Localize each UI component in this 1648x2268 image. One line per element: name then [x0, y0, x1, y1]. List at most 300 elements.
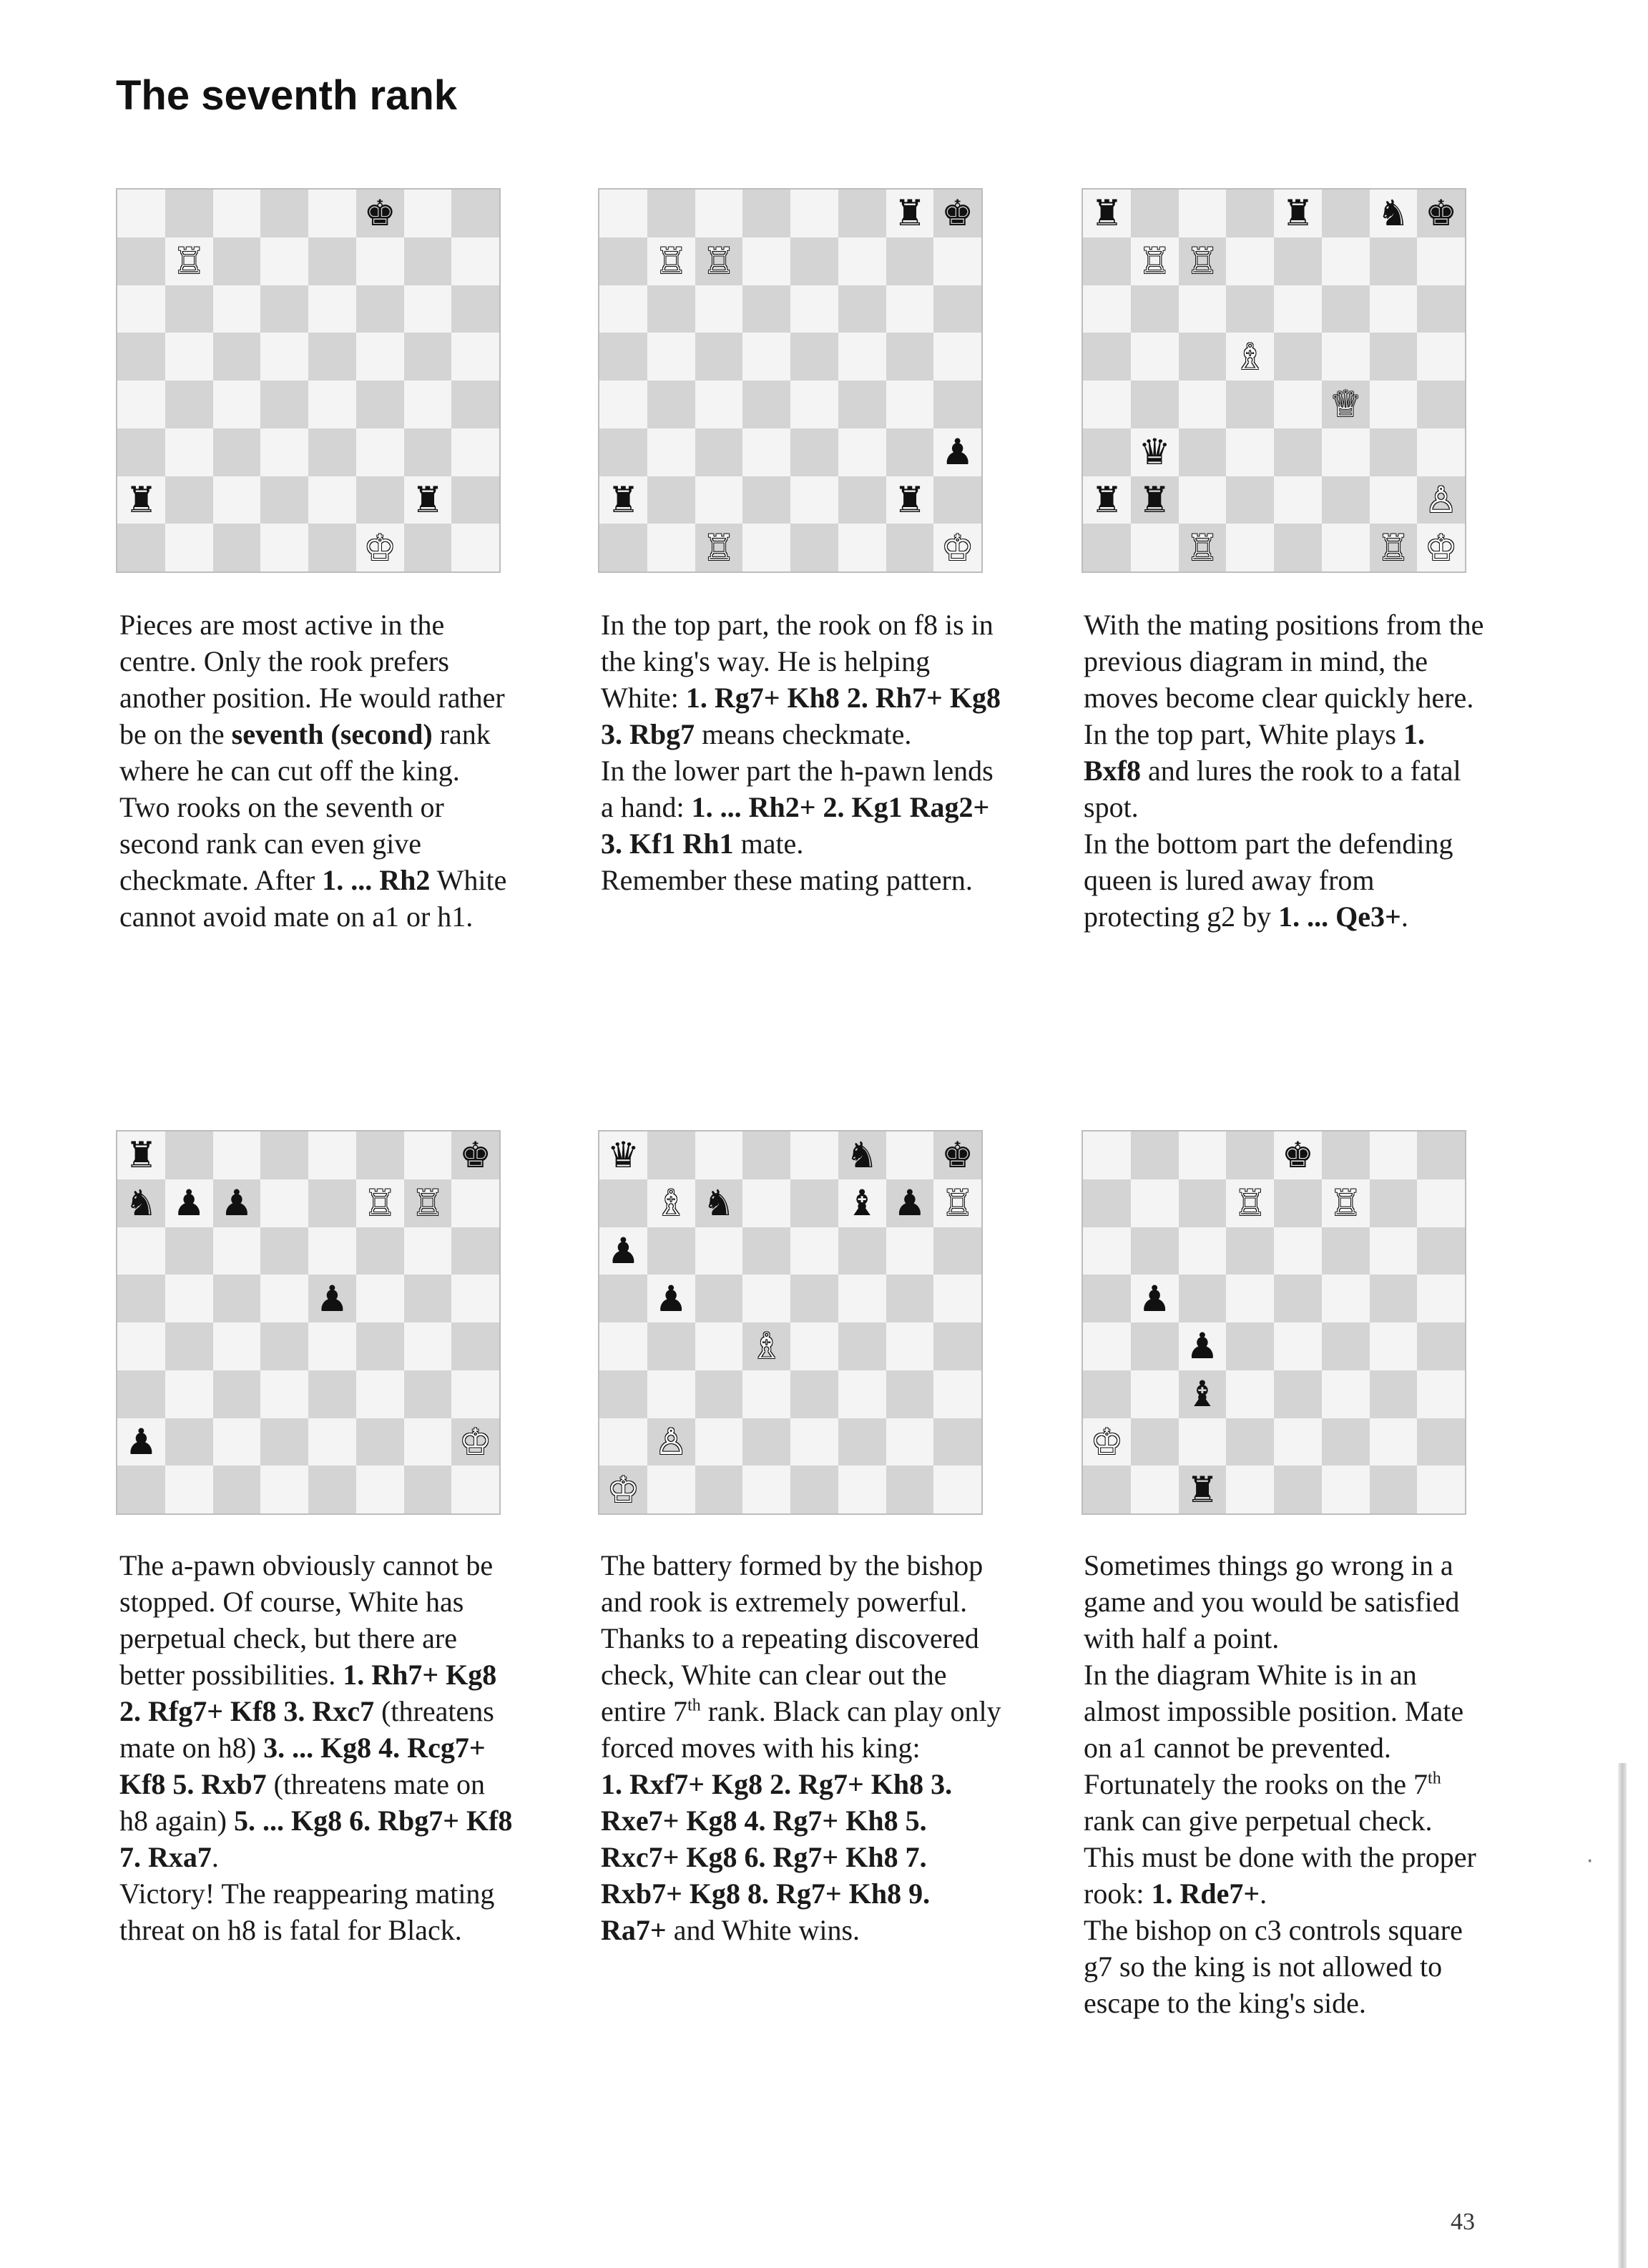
square-g2	[404, 1418, 452, 1466]
square-d7	[260, 237, 308, 285]
square-a7	[1083, 237, 1131, 285]
square-a8	[117, 190, 165, 237]
square-a3	[117, 428, 165, 476]
square-h8	[451, 1131, 499, 1179]
square-c4	[695, 381, 743, 428]
square-b7	[647, 1179, 695, 1227]
square-c7	[1179, 1179, 1227, 1227]
square-f7	[1322, 1179, 1370, 1227]
square-d6	[742, 285, 790, 333]
square-g2	[886, 476, 934, 524]
square-d7	[260, 1179, 308, 1227]
caption-5: The battery formed by the bishop and rook is extremely powerful. Thanks to a repeating discovered check, White can clear out the entire 7th rank. Black can play only forced moves with his king: 1. Rxf7+ Kg8 2. Rg7+ Kh8 3. Rxe7+ Kg8 4. Rg7+ Kh8 5. Rxc7+ Kg8 6. Rg7+ Kh8 7. Rxb7+ Kg8 8. Rg7+ Kh8 9. Ra7+ and White wins.	[601, 1549, 1001, 1946]
square-c8	[213, 190, 261, 237]
square-g5	[886, 333, 934, 381]
square-c6	[213, 1227, 261, 1275]
white-rook-icon: ♖	[941, 1182, 974, 1224]
square-f1	[356, 524, 404, 571]
square-a1	[1083, 524, 1131, 571]
square-c3	[1179, 428, 1227, 476]
square-d5	[742, 333, 790, 381]
square-g7	[886, 237, 934, 285]
square-c8	[1179, 190, 1227, 237]
black-pawn-icon: ♟	[941, 431, 974, 473]
square-c1	[695, 524, 743, 571]
square-d5	[1226, 333, 1274, 381]
square-e7	[308, 1179, 356, 1227]
square-g6	[1370, 1227, 1418, 1275]
square-f5	[1322, 333, 1370, 381]
square-d4	[742, 1322, 790, 1370]
square-e7	[790, 1179, 838, 1227]
square-b7	[165, 237, 213, 285]
square-a1	[117, 1466, 165, 1513]
square-a8	[1083, 1131, 1131, 1179]
square-f2	[356, 476, 404, 524]
square-e8	[308, 190, 356, 237]
square-c5	[695, 333, 743, 381]
chess-diagram-4	[116, 1130, 501, 1515]
square-a6	[599, 285, 647, 333]
square-d2	[742, 1418, 790, 1466]
black-knight-icon: ♞	[124, 1182, 157, 1224]
square-a2	[1083, 1418, 1131, 1466]
white-rook-icon: ♖	[411, 1182, 444, 1224]
square-a5	[599, 333, 647, 381]
square-g3	[404, 1370, 452, 1418]
square-g2	[1370, 1418, 1418, 1466]
square-h6	[451, 285, 499, 333]
black-pawn-icon: ♟	[315, 1277, 348, 1320]
square-f8	[838, 190, 886, 237]
square-e1	[1274, 524, 1322, 571]
square-e4	[1274, 1322, 1322, 1370]
square-f3	[356, 1370, 404, 1418]
black-rook-icon: ♜	[124, 478, 157, 521]
white-king-icon: ♔	[941, 526, 974, 569]
square-c5	[1179, 333, 1227, 381]
square-a3	[1083, 428, 1131, 476]
square-h5	[933, 333, 981, 381]
square-g1	[1370, 524, 1418, 571]
square-f5	[356, 333, 404, 381]
white-rook-icon: ♖	[702, 240, 735, 283]
scan-speck: ·	[1586, 1849, 1594, 1874]
square-g7	[1370, 237, 1418, 285]
square-d8	[1226, 190, 1274, 237]
square-f8	[356, 1131, 404, 1179]
square-a5	[1083, 333, 1131, 381]
square-f8	[1322, 1131, 1370, 1179]
square-c7	[213, 1179, 261, 1227]
black-king-icon: ♚	[941, 1134, 974, 1177]
square-b4	[1131, 1322, 1179, 1370]
square-f3	[838, 428, 886, 476]
square-d5	[1226, 1275, 1274, 1322]
chess-diagram-5	[598, 1130, 983, 1515]
square-c4	[1179, 1322, 1227, 1370]
square-b5	[647, 333, 695, 381]
white-rook-icon: ♖	[363, 1182, 396, 1224]
square-g4	[886, 1322, 934, 1370]
square-e6	[1274, 1227, 1322, 1275]
square-e6	[308, 285, 356, 333]
square-g4	[404, 381, 452, 428]
square-h2	[1417, 1418, 1465, 1466]
square-a2	[599, 1418, 647, 1466]
square-c8	[695, 190, 743, 237]
square-d3	[1226, 1370, 1274, 1418]
square-a5	[117, 1275, 165, 1322]
square-b7	[1131, 237, 1179, 285]
square-g7	[404, 237, 452, 285]
square-c3	[213, 428, 261, 476]
square-c4	[695, 1322, 743, 1370]
black-pawn-icon: ♟	[1186, 1325, 1219, 1368]
square-d4	[260, 381, 308, 428]
square-e8	[1274, 1131, 1322, 1179]
page-title: The seventh rank	[116, 72, 458, 119]
square-a4	[1083, 381, 1131, 428]
black-king-icon: ♚	[363, 192, 396, 235]
square-a6	[599, 1227, 647, 1275]
square-g8	[404, 1131, 452, 1179]
square-a3	[1083, 1370, 1131, 1418]
square-a4	[117, 381, 165, 428]
square-a8	[599, 1131, 647, 1179]
square-b1	[1131, 524, 1179, 571]
square-h5	[451, 333, 499, 381]
square-f4	[356, 1322, 404, 1370]
square-c4	[213, 381, 261, 428]
square-d4	[742, 381, 790, 428]
square-b6	[1131, 1227, 1179, 1275]
black-pawn-icon: ♟	[893, 1182, 926, 1224]
square-d7	[1226, 237, 1274, 285]
square-h6	[1417, 1227, 1465, 1275]
square-c3	[695, 428, 743, 476]
square-f7	[838, 1179, 886, 1227]
square-e6	[308, 1227, 356, 1275]
square-d2	[260, 1418, 308, 1466]
square-e2	[308, 1418, 356, 1466]
white-rook-icon: ♖	[172, 240, 205, 283]
square-a2	[599, 476, 647, 524]
square-h2	[451, 476, 499, 524]
square-h4	[1417, 1322, 1465, 1370]
square-a8	[117, 1131, 165, 1179]
white-bishop-icon: ♗	[654, 1182, 687, 1224]
square-f6	[356, 1227, 404, 1275]
square-e5	[1274, 333, 1322, 381]
square-c6	[695, 1227, 743, 1275]
square-d8	[260, 190, 308, 237]
square-h6	[1417, 285, 1465, 333]
square-f2	[1322, 1418, 1370, 1466]
square-d8	[260, 1131, 308, 1179]
black-knight-icon: ♞	[845, 1134, 878, 1177]
square-d7	[742, 237, 790, 285]
black-rook-icon: ♜	[1090, 478, 1123, 521]
square-d3	[260, 428, 308, 476]
square-c1	[1179, 524, 1227, 571]
square-b3	[165, 1370, 213, 1418]
square-b8	[647, 190, 695, 237]
square-a5	[1083, 1275, 1131, 1322]
square-h4	[451, 381, 499, 428]
square-b6	[1131, 285, 1179, 333]
square-a6	[117, 285, 165, 333]
square-h5	[1417, 333, 1465, 381]
square-b1	[647, 1466, 695, 1513]
square-e6	[790, 285, 838, 333]
square-d1	[1226, 1466, 1274, 1513]
square-h4	[933, 1322, 981, 1370]
chess-diagram-3	[1082, 188, 1466, 573]
square-b5	[165, 333, 213, 381]
square-a8	[599, 190, 647, 237]
square-f1	[1322, 1466, 1370, 1513]
square-g7	[886, 1179, 934, 1227]
square-f1	[838, 524, 886, 571]
square-f1	[1322, 524, 1370, 571]
square-f6	[1322, 1227, 1370, 1275]
white-king-icon: ♔	[363, 526, 396, 569]
square-c2	[213, 1418, 261, 1466]
square-a6	[1083, 1227, 1131, 1275]
square-d4	[260, 1322, 308, 1370]
square-h1	[1417, 524, 1465, 571]
square-e3	[1274, 1370, 1322, 1418]
square-a7	[1083, 1179, 1131, 1227]
square-a4	[599, 1322, 647, 1370]
square-f7	[838, 237, 886, 285]
caption-4: The a-pawn obviously cannot be stopped. Of course, White has perpetual check, but there are better possibilities. 1. Rh7+ Kg8 2. Rfg7+ Kf8 3. Rxc7 (threatens mate on h8) 3. ... Kg8 4. Rcg7+ Kf8 5. Rxb7 (threatens mate on h8 again) 5. ... Kg8 6. Rbg7+ Kf8 7. Rxa7. Victory! The reappearing mating threat on h8 is fatal for Black.	[119, 1549, 513, 1946]
black-pawn-icon: ♟	[124, 1420, 157, 1463]
square-h6	[933, 1227, 981, 1275]
square-h3	[1417, 428, 1465, 476]
square-h5	[933, 1275, 981, 1322]
white-king-icon: ♔	[1090, 1420, 1123, 1463]
square-g3	[404, 428, 452, 476]
square-f2	[356, 1418, 404, 1466]
black-bishop-icon: ♝	[845, 1182, 878, 1224]
black-rook-icon: ♜	[1186, 1468, 1219, 1511]
square-d2	[1226, 476, 1274, 524]
black-pawn-icon: ♟	[654, 1277, 687, 1320]
square-d1	[742, 1466, 790, 1513]
square-d3	[1226, 428, 1274, 476]
square-e7	[1274, 237, 1322, 285]
square-a1	[1083, 1466, 1131, 1513]
square-f4	[356, 381, 404, 428]
square-d4	[1226, 1322, 1274, 1370]
square-a7	[117, 1179, 165, 1227]
square-d6	[260, 285, 308, 333]
square-a1	[599, 524, 647, 571]
square-e3	[790, 1370, 838, 1418]
square-e1	[790, 524, 838, 571]
square-b3	[1131, 1370, 1179, 1418]
square-h2	[933, 1418, 981, 1466]
square-d6	[1226, 285, 1274, 333]
square-h4	[451, 1322, 499, 1370]
square-a2	[1083, 476, 1131, 524]
square-h1	[451, 524, 499, 571]
square-h2	[1417, 476, 1465, 524]
square-g6	[886, 285, 934, 333]
square-b7	[165, 1179, 213, 1227]
white-rook-icon: ♖	[654, 240, 687, 283]
square-g2	[404, 476, 452, 524]
square-f6	[838, 1227, 886, 1275]
white-pawn-icon: ♙	[654, 1420, 687, 1463]
square-g1	[886, 524, 934, 571]
square-d5	[260, 1275, 308, 1322]
square-g3	[1370, 1370, 1418, 1418]
square-b8	[647, 1131, 695, 1179]
square-e8	[790, 190, 838, 237]
square-b8	[1131, 190, 1179, 237]
square-a8	[1083, 190, 1131, 237]
square-d3	[260, 1370, 308, 1418]
square-d5	[260, 333, 308, 381]
square-b1	[1131, 1466, 1179, 1513]
square-b7	[1131, 1179, 1179, 1227]
square-f3	[1322, 428, 1370, 476]
chess-diagram-6	[1082, 1130, 1466, 1515]
square-a6	[117, 1227, 165, 1275]
square-a3	[599, 1370, 647, 1418]
square-h8	[933, 190, 981, 237]
square-f8	[356, 190, 404, 237]
square-f4	[1322, 1322, 1370, 1370]
square-e4	[790, 1322, 838, 1370]
square-f3	[356, 428, 404, 476]
square-c2	[695, 476, 743, 524]
square-a3	[599, 428, 647, 476]
square-f5	[356, 1275, 404, 1322]
square-g1	[1370, 1466, 1418, 1513]
square-e4	[308, 1322, 356, 1370]
square-e8	[308, 1131, 356, 1179]
square-e2	[790, 476, 838, 524]
square-c8	[213, 1131, 261, 1179]
black-king-icon: ♚	[459, 1134, 492, 1177]
square-h5	[451, 1275, 499, 1322]
square-c1	[213, 524, 261, 571]
square-g2	[1370, 476, 1418, 524]
square-g3	[1370, 428, 1418, 476]
square-e2	[1274, 476, 1322, 524]
square-b4	[165, 1322, 213, 1370]
black-rook-icon: ♜	[1138, 478, 1171, 521]
square-d2	[260, 476, 308, 524]
white-king-icon: ♔	[459, 1420, 492, 1463]
square-g8	[886, 190, 934, 237]
square-g6	[404, 1227, 452, 1275]
square-c7	[213, 237, 261, 285]
square-h1	[933, 524, 981, 571]
square-c6	[695, 285, 743, 333]
square-h7	[933, 237, 981, 285]
scan-edge-shadow	[1618, 1763, 1627, 2268]
black-rook-icon: ♜	[893, 192, 926, 235]
square-c2	[213, 476, 261, 524]
square-g3	[886, 428, 934, 476]
square-f1	[356, 1466, 404, 1513]
square-c4	[213, 1322, 261, 1370]
square-h7	[1417, 1179, 1465, 1227]
square-h3	[451, 428, 499, 476]
square-b2	[647, 1418, 695, 1466]
square-f7	[1322, 237, 1370, 285]
square-b4	[647, 1322, 695, 1370]
square-h8	[1417, 190, 1465, 237]
black-rook-icon: ♜	[607, 478, 639, 521]
square-d7	[742, 1179, 790, 1227]
square-b5	[647, 1275, 695, 1322]
square-b3	[1131, 428, 1179, 476]
square-f4	[838, 1322, 886, 1370]
white-king-icon: ♔	[1425, 526, 1458, 569]
square-g4	[886, 381, 934, 428]
square-e6	[1274, 285, 1322, 333]
square-c3	[695, 1370, 743, 1418]
square-f7	[356, 237, 404, 285]
black-rook-icon: ♜	[1090, 192, 1123, 235]
square-b2	[1131, 476, 1179, 524]
square-b8	[1131, 1131, 1179, 1179]
white-bishop-icon: ♗	[1234, 335, 1267, 378]
square-f2	[838, 476, 886, 524]
square-g5	[1370, 333, 1418, 381]
square-a4	[1083, 1322, 1131, 1370]
square-e1	[1274, 1466, 1322, 1513]
square-g4	[1370, 1322, 1418, 1370]
square-e3	[308, 1370, 356, 1418]
square-c2	[695, 1418, 743, 1466]
white-king-icon: ♔	[607, 1468, 639, 1511]
square-c7	[1179, 237, 1227, 285]
black-pawn-icon: ♟	[607, 1229, 639, 1272]
square-f6	[1322, 285, 1370, 333]
square-e3	[790, 428, 838, 476]
square-f8	[838, 1131, 886, 1179]
square-g5	[404, 333, 452, 381]
square-c3	[213, 1370, 261, 1418]
square-e5	[1274, 1275, 1322, 1322]
square-h6	[933, 285, 981, 333]
square-c3	[1179, 1370, 1227, 1418]
square-a5	[599, 1275, 647, 1322]
square-f5	[838, 1275, 886, 1322]
white-rook-icon: ♖	[1186, 240, 1219, 283]
square-h5	[1417, 1275, 1465, 1322]
square-h6	[451, 1227, 499, 1275]
square-f2	[838, 1418, 886, 1466]
square-e4	[308, 381, 356, 428]
square-b3	[165, 428, 213, 476]
square-h3	[1417, 1370, 1465, 1418]
square-g8	[886, 1131, 934, 1179]
square-d8	[1226, 1131, 1274, 1179]
black-rook-icon: ♜	[124, 1134, 157, 1177]
square-f8	[1322, 190, 1370, 237]
chess-diagram-1	[116, 188, 501, 573]
black-pawn-icon: ♟	[1138, 1277, 1171, 1320]
square-h1	[933, 1466, 981, 1513]
